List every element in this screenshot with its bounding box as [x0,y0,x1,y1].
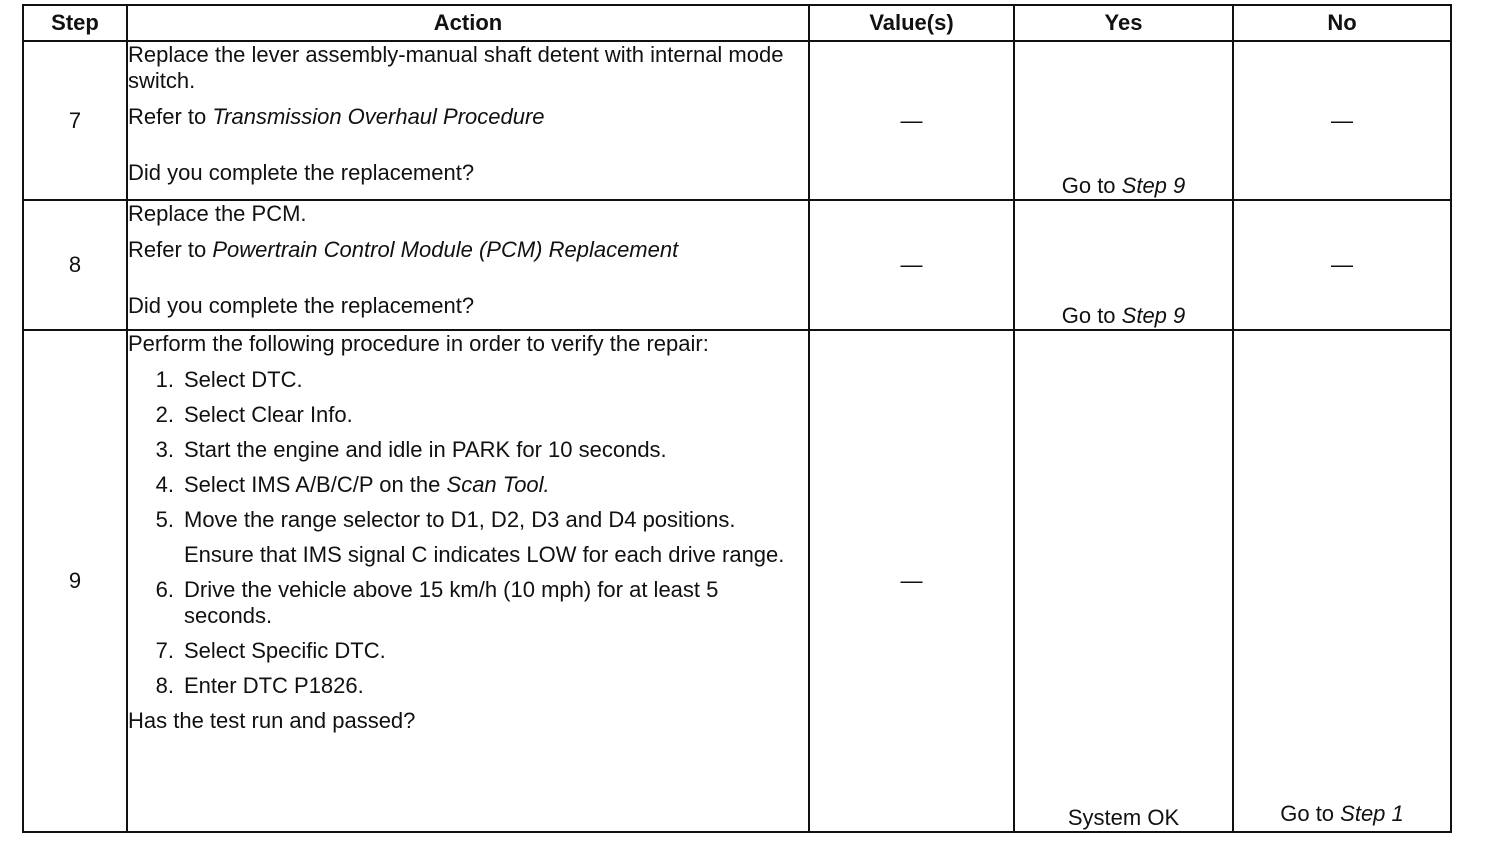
table-row [23,330,1451,832]
action-instruction: Replace the lever assembly-manual shaft detent with internal mode switch. [128,42,784,93]
no-cell: — [1233,41,1451,200]
action-cell [127,200,809,330]
item-number: 8. [155,673,174,698]
yes-step-link[interactable]: Step 9 [1121,173,1186,198]
yes-prefix: Go to [1061,173,1122,198]
item-text: Select Specific DTC. [184,638,386,663]
item-text [184,472,808,498]
yes-cell [1014,41,1233,200]
list-item [128,472,808,498]
action-question: Has the test run and passed? [128,708,416,733]
no-cell: — [1233,200,1451,330]
step-number: 7 [23,41,127,200]
table-row [23,41,1451,200]
action-question: Did you complete the replacement? [128,293,475,318]
header-action: Action [127,5,809,41]
diagnostic-table [22,4,1452,833]
scan-tool-term: Scan Tool. [446,472,550,497]
item-number: 6. [155,577,174,602]
action-reference [128,104,808,130]
item-number: 1. [155,367,174,392]
yes-prefix: Go to [1061,303,1122,328]
item-main-text: Move the range selector to D1, D2, D3 and D4 positions. [184,507,736,532]
step-number: 9 [23,330,127,832]
item-text: Enter DTC P1826. [184,673,364,698]
procedure-intro: Perform the following procedure in order to verify the repair: [128,331,709,356]
reference-title: Transmission Overhaul Procedure [212,104,545,129]
list-item [128,437,808,463]
list-item [128,507,808,568]
header-row [23,5,1451,41]
action-instruction: Replace the PCM. [128,201,307,226]
item-number: 3. [155,437,174,462]
header-no: No [1233,5,1451,41]
value-cell: — [809,200,1014,330]
list-item [128,402,808,428]
item-number: 7. [155,638,174,663]
header-step: Step [23,5,127,41]
list-item [128,577,808,629]
reference-prefix: Refer to [128,237,213,262]
reference-title: Powertrain Control Module (PCM) Replacement [212,237,679,262]
yes-step-link[interactable]: Step 9 [1121,303,1186,328]
no-cell [1233,330,1451,832]
item-text: Select DTC. [184,367,303,392]
item-text: Select Clear Info. [184,402,353,427]
list-item [128,367,808,393]
yes-cell: System OK [1014,330,1233,832]
item-text: Drive the vehicle above 15 km/h (10 mph) for at least 5 seconds. [184,577,719,628]
action-reference [128,237,808,263]
item-text-prefix: Select IMS A/B/C/P on the [184,472,447,497]
action-question: Did you complete the replacement? [128,160,475,185]
item-text: Start the engine and idle in PARK for 10 seconds. [184,437,667,462]
list-item [128,638,808,664]
list-item [128,673,808,699]
no-step-link[interactable]: Step 1 [1340,801,1404,826]
item-number: 4. [155,472,174,497]
reference-prefix: Refer to [128,104,213,129]
header-values: Value(s) [809,5,1014,41]
step-number: 8 [23,200,127,330]
item-number: 2. [155,402,174,427]
action-cell [127,41,809,200]
value-cell: — [809,330,1014,832]
item-text [184,507,808,568]
header-yes: Yes [1014,5,1233,41]
item-number: 5. [155,507,174,532]
action-cell [127,330,809,832]
item-subnote: Ensure that IMS signal C indicates LOW for each drive range. [184,542,785,567]
table-row [23,200,1451,330]
value-cell: — [809,41,1014,200]
no-prefix: Go to [1280,801,1341,826]
yes-cell [1014,200,1233,330]
procedure-list [128,367,808,699]
